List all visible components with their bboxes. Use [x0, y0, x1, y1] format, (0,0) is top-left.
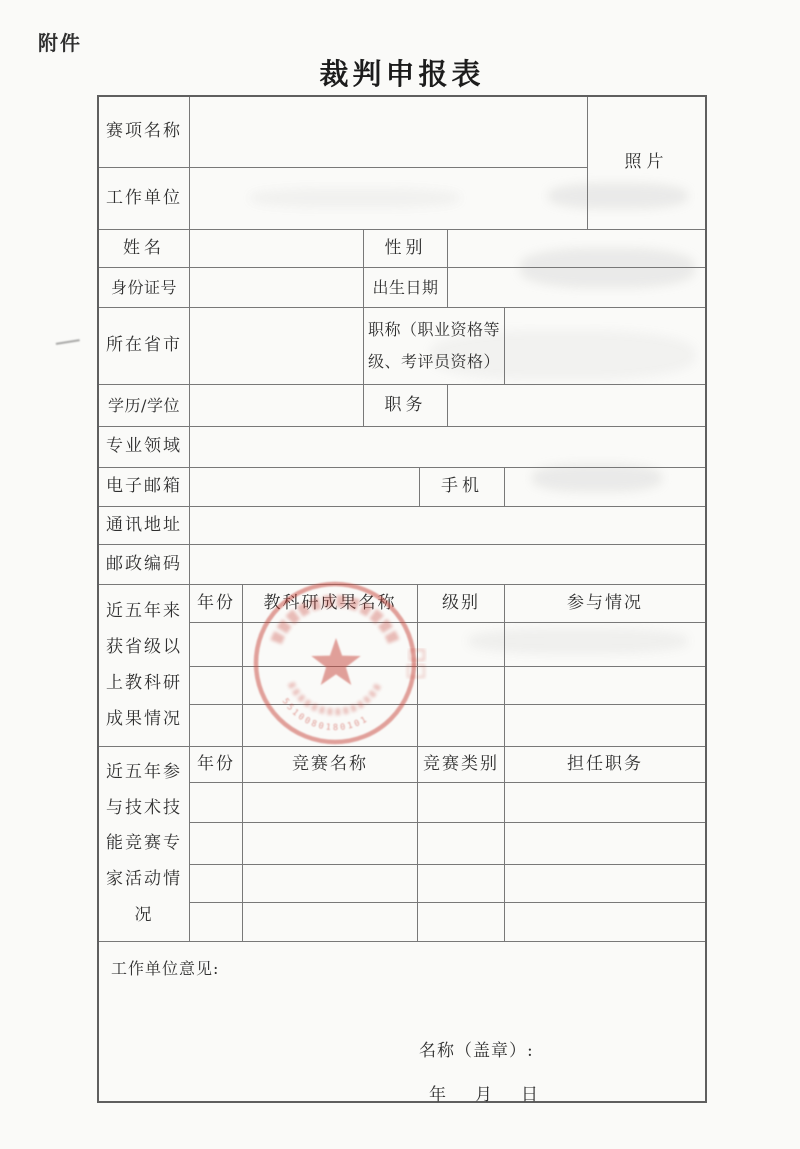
empty-cell — [243, 903, 418, 942]
column-header-achievement-name: 教科研成果名称 — [243, 585, 418, 623]
field-value-name — [190, 230, 364, 268]
stray-pen-mark — [56, 339, 80, 348]
field-label-work-unit: 工作单位 — [99, 168, 190, 230]
empty-cell — [505, 783, 705, 823]
section-label-research-achievements: 近五年来 获省级以 上教科研 成果情况 — [99, 585, 190, 747]
field-value-competition-name — [190, 97, 588, 168]
field-label-education-degree: 学历/学位 — [99, 385, 190, 427]
field-label-mobile: 手机 — [420, 468, 505, 507]
form-title: 裁判申报表 — [319, 57, 485, 91]
field-value-position — [448, 385, 705, 427]
seal-arc-text-blur — [276, 601, 394, 642]
section-label-competition-activities: 近五年参 与技术技 能竞赛专 家活动情 况 — [99, 747, 190, 942]
work-unit-opinion-section — [99, 942, 705, 1105]
field-value-education-degree — [190, 385, 364, 427]
empty-cell — [243, 823, 418, 865]
work-unit-opinion-label: 工作单位意见: — [111, 959, 220, 978]
empty-cell — [505, 623, 705, 667]
date-label: 年 月 日 — [429, 1085, 544, 1105]
column-header-competition-category: 竞赛类别 — [418, 747, 505, 783]
column-header-year: 年份 — [190, 747, 243, 783]
field-value-specialty-field — [190, 427, 705, 468]
empty-cell — [190, 865, 243, 903]
empty-cell — [190, 783, 243, 823]
empty-cell — [418, 903, 505, 942]
empty-cell — [190, 823, 243, 865]
column-header-year: 年份 — [190, 585, 243, 623]
official-seal-stamp — [244, 572, 434, 762]
empty-cell — [505, 823, 705, 865]
empty-cell — [190, 705, 243, 747]
empty-cell — [190, 903, 243, 942]
field-label-postal-code: 邮政编码 — [99, 545, 190, 585]
field-value-gender — [448, 230, 705, 268]
photo-box: 照片 — [588, 97, 705, 230]
empty-cell — [190, 667, 243, 705]
empty-cell — [418, 783, 505, 823]
column-header-role: 担任职务 — [505, 747, 705, 783]
field-label-name: 姓名 — [99, 230, 190, 268]
field-label-province-city: 所在省市 — [99, 308, 190, 385]
empty-cell — [190, 623, 243, 667]
seal-number: 5510080180101 — [279, 696, 371, 734]
column-header-competition-name: 竞赛名称 — [243, 747, 418, 783]
empty-cell — [505, 865, 705, 903]
column-header-participation: 参与情况 — [505, 585, 705, 623]
field-value-work-unit — [190, 168, 588, 230]
field-label-position: 职务 — [364, 385, 448, 427]
field-value-professional-title — [505, 308, 705, 385]
field-label-gender: 性别 — [364, 230, 448, 268]
attachment-label: 附件 — [38, 31, 82, 55]
empty-cell — [418, 823, 505, 865]
column-header-level: 级别 — [418, 585, 505, 623]
field-value-id-number — [190, 268, 364, 308]
field-label-mailing-address: 通讯地址 — [99, 507, 190, 545]
field-value-mobile — [505, 468, 705, 507]
empty-cell — [243, 783, 418, 823]
empty-cell — [505, 705, 705, 747]
name-seal-label: 名称（盖章）: — [419, 1041, 534, 1061]
field-label-professional-title: 职称（职业资格等 级、考评员资格） — [364, 308, 505, 385]
field-value-province-city — [190, 308, 364, 385]
field-label-email: 电子邮箱 — [99, 468, 190, 507]
field-label-competition-name: 赛项名称 — [99, 97, 190, 168]
field-value-birth-date — [448, 268, 705, 308]
field-label-specialty-field: 专业领域 — [99, 427, 190, 468]
field-label-id-number: 身份证号 — [99, 268, 190, 308]
field-value-mailing-address — [190, 507, 705, 545]
empty-cell — [505, 667, 705, 705]
empty-cell — [243, 865, 418, 903]
field-label-birth-date: 出生日期 — [364, 268, 448, 308]
field-value-email — [190, 468, 420, 507]
empty-cell — [418, 865, 505, 903]
empty-cell — [505, 903, 705, 942]
seal-lower-text-blur — [291, 683, 379, 712]
